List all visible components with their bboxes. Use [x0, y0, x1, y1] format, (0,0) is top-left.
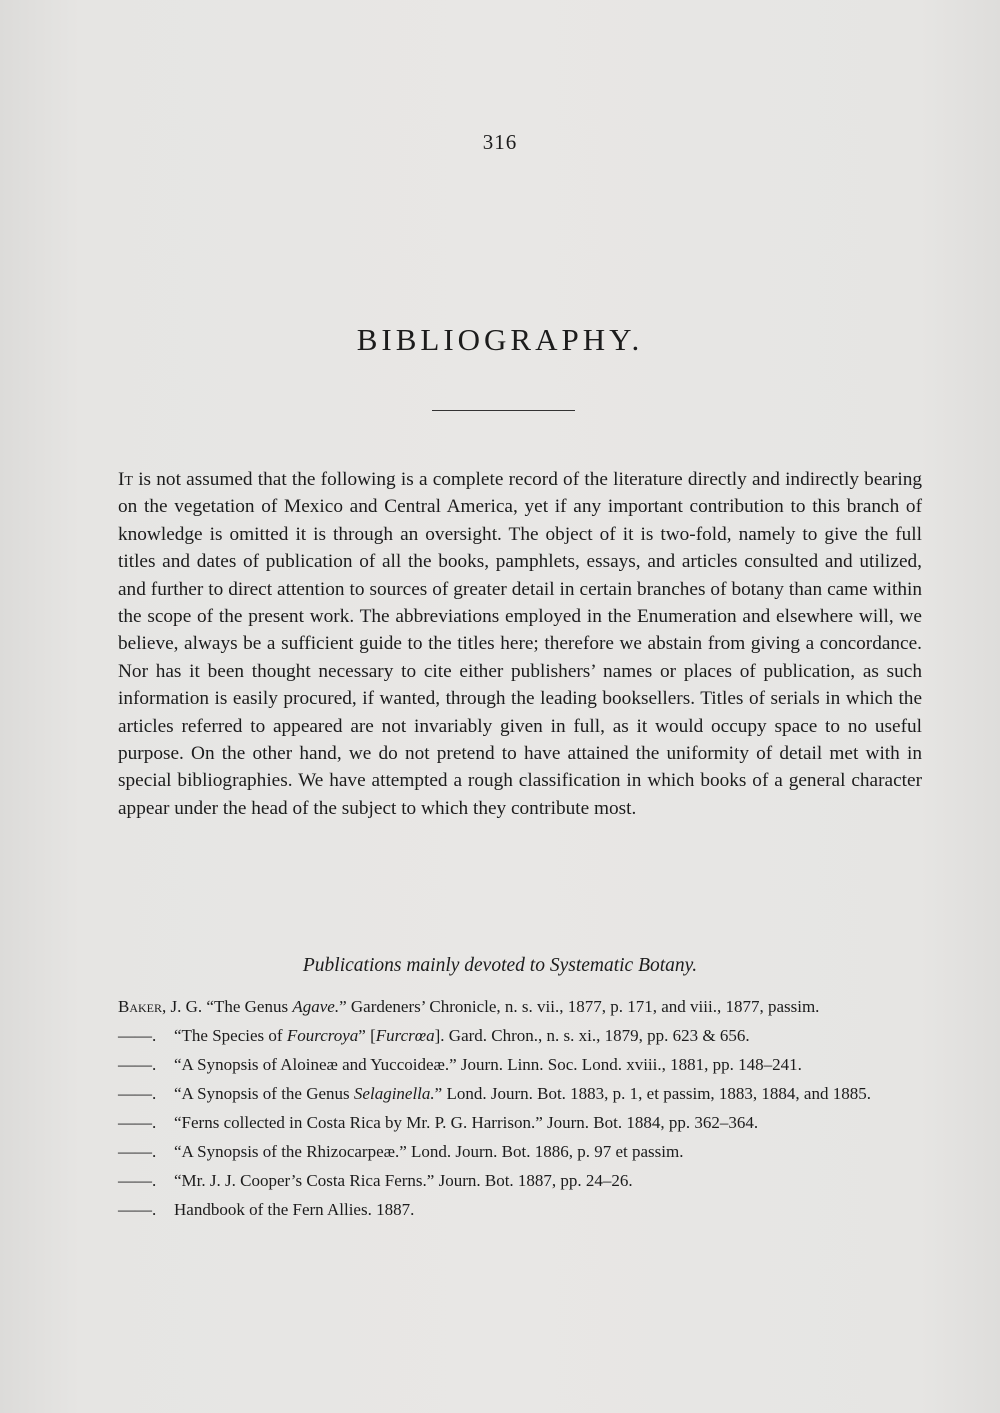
- entry-text: ” Gardeners’ Chronicle, n. s. vii., 1877, p. 171, and viii., 1877, passim.: [339, 997, 820, 1016]
- entry-body: [174, 1025, 922, 1047]
- section-heading: Publications mainly devoted to Systematic Botany.: [302, 955, 698, 976]
- bibliography-entry: [118, 996, 922, 1018]
- intro-first-word: It: [118, 469, 133, 490]
- entry-text: “Mr. J. J. Cooper’s Costa Rica Ferns.” Journ. Bot. 1887, pp. 24–26.: [174, 1171, 633, 1190]
- bibliography-entry: [118, 1112, 922, 1134]
- bibliography-entry: [118, 1141, 922, 1163]
- ditto-dash: ——.: [118, 1084, 157, 1103]
- entry-text: ]. Gard. Chron., n. s. xi., 1879, pp. 623 & 656.: [434, 1026, 750, 1045]
- ditto-dash: ——.: [118, 1113, 157, 1132]
- bibliography-entry: [118, 1054, 922, 1076]
- entry-italic-title: Selaginella.: [353, 1084, 435, 1103]
- bibliography-entry: [118, 1199, 922, 1221]
- ditto-dash: ——.: [118, 1171, 157, 1190]
- ditto-dash: ——.: [118, 1142, 157, 1161]
- entry-italic-title: Fourcroya: [286, 1026, 359, 1045]
- entry-text: ” [: [358, 1026, 376, 1045]
- entry-text: “Ferns collected in Costa Rica by Mr. P. G. Harrison.” Journ. Bot. 1884, pp. 362–364.: [174, 1113, 759, 1132]
- ditto-dash: ——.: [118, 1026, 157, 1045]
- entry-text: “A Synopsis of the Genus: [174, 1084, 354, 1103]
- ditto-dash: ——.: [118, 1200, 157, 1219]
- entry-text: Handbook of the Fern Allies. 1887.: [174, 1200, 415, 1219]
- bibliography-entry: [118, 1083, 922, 1105]
- entry-author: Baker: [118, 997, 163, 1016]
- ditto-dash: ——.: [118, 1055, 157, 1074]
- bibliography-list: [118, 996, 922, 1228]
- intro-text: is not assumed that the following is a complete record of the literature directly and indirectly bearing on the vegetation of Mexico and Central America, yet if any important contribution to this branch of knowledge is omitted it is through an oversight. The object of it is two-fold, namely to give the full titles and dates of publication of all the books, pamphlets, essays, and articles consulted and utilized, and further to direct attention to sources of greater detail in certain branches of botany than came within the scope of the present work. The abbreviations employed in the Enumeration and elsewhere will, we believe, always be a sufficient guide to the titles here; therefore we abstain from giving a concordance. Nor has it been thought necessary to cite either publishers’ names or places of publication, as such information is easily procured, if wanted, through the leading booksellers. Titles of serials in which the articles referred to appeared are not invariably given in full, as it would occupy space to no useful purpose. On the other hand, we do not pretend to have attained the uniformity of detail met with in special bibliographies. We have attempted a rough classification in which books of a general character appear under the head of the subject to which they contribute most.: [118, 469, 922, 819]
- entry-text: “A Synopsis of Aloineæ and Yuccoideæ.” Journ. Linn. Soc. Lond. xviii., 1881, pp. 148–241.: [174, 1055, 802, 1074]
- intro-paragraph: [118, 466, 922, 822]
- entry-text: “A Synopsis of the Rhizocarpeæ.” Lond. Journ. Bot. 1886, p. 97 et passim.: [174, 1142, 684, 1161]
- page-number: 316: [482, 130, 518, 154]
- entry-text: ” Lond. Journ. Bot. 1883, p. 1, et passim, 1883, 1884, and 1885.: [434, 1084, 871, 1103]
- entry-author-initials: , J. G.: [162, 997, 203, 1016]
- entry-italic-title: Agave.: [292, 997, 340, 1016]
- entry-italic-title: Furcrœa: [375, 1026, 435, 1045]
- entry-body: [174, 1083, 922, 1105]
- page-title: BIBLIOGRAPHY.: [356, 322, 644, 357]
- entry-text: “The Genus: [202, 997, 293, 1016]
- bibliography-entry: [118, 1170, 922, 1192]
- entry-text: “The Species of: [174, 1026, 287, 1045]
- title-divider: [432, 410, 575, 411]
- bibliography-entry: [118, 1025, 922, 1047]
